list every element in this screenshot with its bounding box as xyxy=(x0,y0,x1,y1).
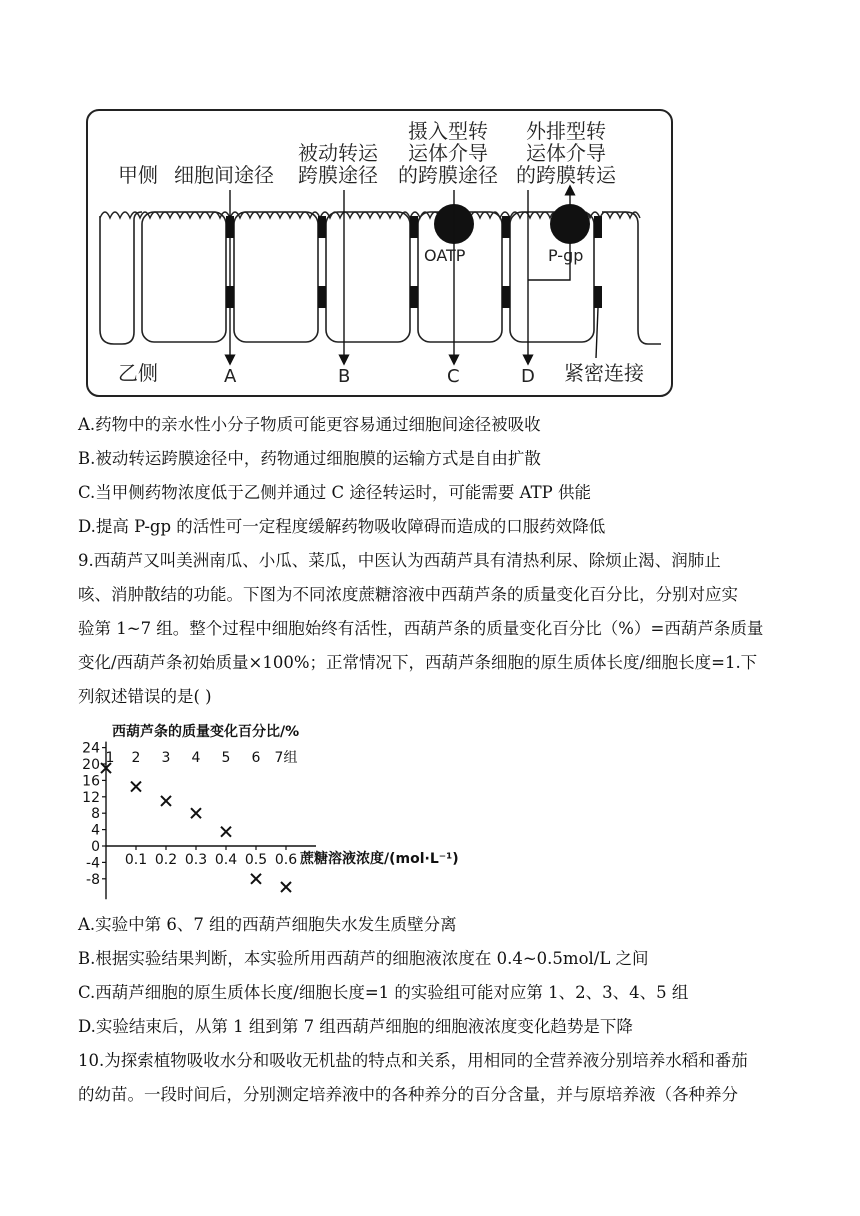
mass-change-chart xyxy=(60,718,490,902)
y-tick-label: 20 xyxy=(82,757,100,773)
pgp-label: P-gp xyxy=(548,246,584,265)
y-tick-label: 8 xyxy=(91,806,100,823)
q9-stem-line-3: 验第 1~7 组。整个过程中细胞始终有活性，西葫芦条的质量变化百分比（%）=西葫芦条质量 xyxy=(78,619,764,638)
route-d-label-3: 的跨膜转运 xyxy=(516,163,616,187)
data-point xyxy=(251,874,261,884)
data-point xyxy=(161,796,171,806)
y-tick-label: 24 xyxy=(82,740,100,757)
q9-option-d: D.实验结束后，从第 1 组到第 7 组西葫芦细胞的细胞液浓度变化趋势是下降 xyxy=(78,1017,633,1036)
x-tick-label: 0.6 xyxy=(274,852,298,868)
x-tick-label: 0.2 xyxy=(154,852,178,868)
y-tick-label: 16 xyxy=(82,773,100,790)
route-b-label-1: 被动转运 xyxy=(298,141,378,165)
q8-option-d: D.提高 P-gp 的活性可一定程度缓解药物吸收障碍而造成的口服药效降低 xyxy=(78,517,606,536)
route-a-letter: A xyxy=(224,366,237,387)
q10-stem-line-1: 10.为探索植物吸收水分和吸收无机盐的特点和关系，用相同的全营养液分别培养水稻和番茄 xyxy=(78,1051,748,1070)
y-tick-label: 0 xyxy=(91,839,100,855)
q8-option-c: C.当甲侧药物浓度低于乙侧并通过 C 途径转运时，可能需要 ATP 供能 xyxy=(78,483,592,502)
data-point xyxy=(221,827,231,837)
pgp-transporter-icon xyxy=(550,204,590,244)
route-d-letter: D xyxy=(521,366,535,387)
route-c-letter: C xyxy=(447,366,460,387)
group-label: 1 xyxy=(105,750,115,766)
route-a-label: 细胞间途径 xyxy=(174,163,274,187)
group-label: 3 xyxy=(161,750,171,766)
route-d-label-1: 外排型转 xyxy=(526,119,606,143)
x-tick-label: 0.1 xyxy=(124,852,148,868)
y-tick-label: -8 xyxy=(86,871,100,888)
x-tick-label: 0.3 xyxy=(184,852,208,868)
q9-stem-line-2: 咳、消肿散结的功能。下图为不同浓度蔗糖溶液中西葫芦条的质量变化百分比，分别对应实 xyxy=(78,585,738,604)
route-b-label-2: 跨膜途径 xyxy=(298,163,378,187)
oatp-label: OATP xyxy=(424,246,466,265)
tight-junctions xyxy=(226,216,602,308)
q9-option-b: B.根据实验结果判断，本实验所用西葫芦的细胞液浓度在 0.4~0.5mol/L 之间 xyxy=(78,949,649,968)
side-bottom-label: 乙侧 xyxy=(118,361,158,385)
x-tick-label: 0.5 xyxy=(244,852,268,868)
q9-stem-line-1: 9.西葫芦又叫美洲南瓜、小瓜、菜瓜，中医认为西葫芦具有清热利尿、除烦止渴、润肺止 xyxy=(78,551,721,570)
group-label: 4 xyxy=(191,750,201,766)
side-top-label: 甲侧 xyxy=(118,163,158,187)
data-point xyxy=(281,882,291,892)
q8-option-b: B.被动转运跨膜途径中，药物通过细胞膜的运输方式是自由扩散 xyxy=(78,449,541,468)
tight-junction-label: 紧密连接 xyxy=(564,361,644,385)
data-point xyxy=(191,808,201,818)
group-label: 6 xyxy=(251,750,261,766)
route-c-label-3: 的跨膜途径 xyxy=(398,163,498,187)
group-label: 7组 xyxy=(274,750,298,766)
data-point xyxy=(131,782,141,792)
q10-stem-line-2: 的幼苗。一段时间后，分别测定培养液中的各种养分的百分含量，并与原培养液（各种养分 xyxy=(78,1085,738,1104)
chart-xlabel: 蔗糖溶液浓度/(mol·L⁻¹) xyxy=(300,851,459,867)
group-label: 2 xyxy=(131,750,141,766)
q8-option-a: A.药物中的亲水性小分子物质可能更容易通过细胞间途径被吸收 xyxy=(78,415,541,434)
q9-stem-line-5: 列叙述错误的是( ) xyxy=(78,687,212,706)
x-tick-label: 0.4 xyxy=(214,852,238,868)
transport-diagram xyxy=(86,108,676,400)
tight-junction-pointer xyxy=(596,308,598,358)
group-label: 5 xyxy=(221,750,231,766)
route-d-label-2: 运体介导 xyxy=(526,141,606,165)
route-c-label-2: 运体介导 xyxy=(408,141,488,165)
route-c-label-1: 摄入型转 xyxy=(408,119,488,143)
y-tick-label: 12 xyxy=(82,789,100,806)
q9-stem-line-4: 变化/西葫芦条初始质量×100%；正常情况下，西葫芦条细胞的原生质体长度/细胞长度=1.下 xyxy=(78,653,758,672)
route-b-letter: B xyxy=(338,366,351,387)
q9-option-c: C.西葫芦细胞的原生质体长度/细胞长度=1 的实验组可能对应第 1、2、3、4、5 组 xyxy=(78,983,689,1002)
q9-option-a: A.实验中第 6、7 组的西葫芦细胞失水发生质壁分离 xyxy=(78,915,457,934)
y-tick-label: 4 xyxy=(91,822,100,839)
y-tick-label: -4 xyxy=(86,855,100,872)
chart-ylabel: 西葫芦条的质量变化百分比/% xyxy=(112,724,300,740)
